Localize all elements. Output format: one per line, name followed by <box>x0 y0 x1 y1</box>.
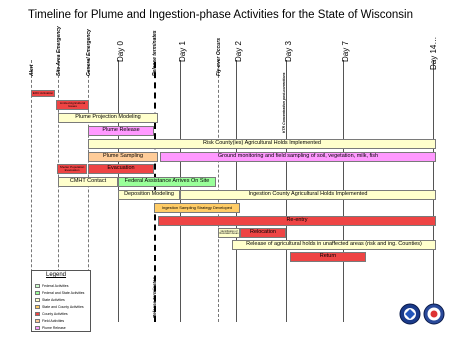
limited-ag-issues-bar: Limited Agricultural Issues <box>56 100 89 110</box>
legend <box>31 270 91 332</box>
state-seal-logo <box>423 303 445 325</box>
cmht-contact-bar: CMHT Contact <box>58 177 118 187</box>
legend-item-federal <box>35 284 68 288</box>
reentry-bar: Re-entry <box>158 216 436 226</box>
plume-release-bar: Plume Release <box>88 126 154 136</box>
day2-header: Day 2 <box>234 41 243 62</box>
legend-label: Field Activities <box>42 319 65 323</box>
legend-swatch <box>35 319 40 323</box>
legend-title: Legend <box>46 272 67 278</box>
relocation-bar: Relocation <box>240 228 286 238</box>
day14-header: Day 14… <box>429 36 438 70</box>
legend-item-field <box>35 319 64 323</box>
day0-header: Day 0 <box>116 41 125 62</box>
legend-swatch <box>35 312 40 316</box>
ground-monitoring-bar: Ground monitoring and field sampling of soil, vegetation, milk, fish <box>160 152 436 162</box>
federal-assistance-bar: Federal Assistance Arrives On Site <box>118 177 216 187</box>
legend-swatch <box>35 326 40 330</box>
identification-relocation-bar: Identification of Relocation Areas <box>218 228 240 238</box>
eoc-activation-bar: EOC Activation <box>32 91 54 95</box>
ingestion-sampling-bar: Ingestion Sampling Strategy Developed <box>154 203 240 213</box>
legend-item-county <box>35 312 68 316</box>
day7-header: Day 7 <box>341 41 350 62</box>
release-terminates-header: Release terminates <box>152 30 158 76</box>
site-area-header: Site Area Emergency <box>56 26 62 76</box>
legend-swatch <box>35 305 40 309</box>
legend-label: State Activities <box>42 298 65 302</box>
ingestion-holds-bar: Ingestion County Agricultural Holds Implemented <box>180 190 436 200</box>
legend-label: Federal Activities <box>42 284 69 288</box>
legend-item-federal-state <box>35 291 84 295</box>
legend-label: Federal and State Activities <box>42 291 85 295</box>
shelter-evacuation-bar: Shelter Population Evacuation <box>57 164 87 174</box>
legend-swatch <box>35 291 40 295</box>
release-ag-holds-bar: Release of agricultural holds in unaffected areas (risk and ing. Counties) <box>232 240 436 250</box>
legend-item-plume <box>35 326 66 330</box>
plume-projection-bar: Plume Projection Modeling <box>58 113 158 123</box>
day1-header: Day 1 <box>178 41 187 62</box>
legend-item-state <box>35 298 65 302</box>
risk-county-holds-bar: Risk County(ies) Agricultural Holds Implemented <box>88 139 436 149</box>
agency-seal-logo <box>399 303 421 325</box>
day3-header: Day 3 <box>284 41 293 62</box>
legend-item-state-county <box>35 305 84 309</box>
deposition-modeling-bar: Deposition Modeling <box>118 190 180 200</box>
legend-label: State and County Activities <box>42 305 84 309</box>
plume-sampling-bar: Plume Sampling <box>88 152 158 162</box>
legend-swatch <box>35 298 40 302</box>
return-bar: Return <box>290 252 366 262</box>
page-title: Timeline for Plume and Ingestion-phase Activities for the State of Wisconsin <box>28 9 414 21</box>
legend-swatch <box>35 284 40 288</box>
general-emergency-header: General Emergency <box>86 29 92 76</box>
flyover-header: Fly-over Occurs <box>216 37 222 76</box>
evacuation-bar: Evacuation <box>88 164 154 174</box>
release-terminates-bottom-header: Release terminates <box>152 276 157 318</box>
alert-header: Alert <box>29 64 35 76</box>
legend-label: Plume Release <box>42 326 66 330</box>
legend-label: County Activities <box>42 312 68 316</box>
ktr-concentration-header: KTR Concentration post-corrections <box>282 72 286 133</box>
